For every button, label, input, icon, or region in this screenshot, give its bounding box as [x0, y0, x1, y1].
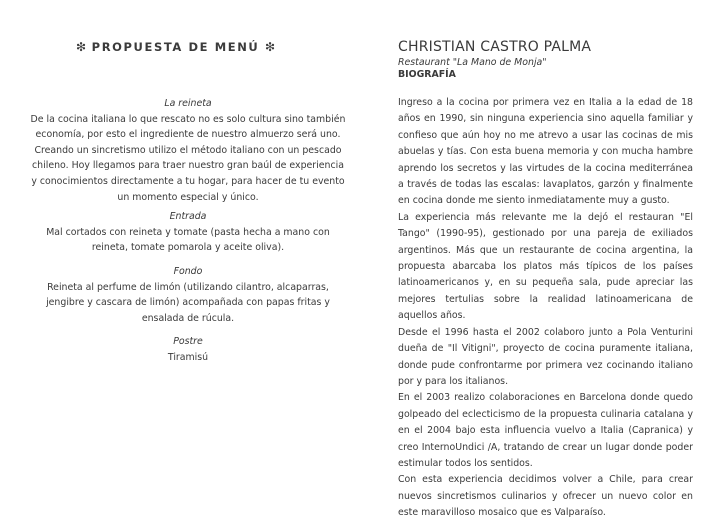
bio-paragraph: Con esta experiencia decidimos volver a Chile, para crear nuevos sincretismos culinarios y ofrecer un nuevo color en este maravilloso mosaico que es Valparaíso.: [398, 474, 693, 519]
bio-paragraph: Desde el 1996 hasta el 2002 colaboro junto a Pola Venturini dueña de "Il Vitigni", proyecto de cocina puramente italiana, donde pude confrontarme por primera vez cocinando italiano por y para los italianos.: [398, 326, 693, 387]
bio-paragraph: En el 2003 realizo colaboraciones en Barcelona donde quedo golpeado del eclecticismo de la propuesta culinaria catalana y en el 2004 bajo esta influencia vuelvo a Italia (Capranica) y creo InternoUndici /A, tratando de crear un lugar donde poder estimular todos los sentidos.: [398, 392, 693, 469]
bio-paragraph: Ingreso a la cocina por primera vez en Italia a la edad de 18 años en 1990, sin ninguna experiencia sino aquella familiar y confieso que aún hoy no me atrevo a usar las cocinas de mis abuelas y tías. Con esta buena memoria y con mucha hambre aprendo los secretos y las virtudes de la cocina mediterránea a través de todas las escalas: lavaplatos, garzón y finalmente en cocina donde me siento inmediatamente muy a gusto.: [398, 97, 693, 207]
section-heading: La reineta: [164, 98, 212, 109]
chef-name: CHRISTIAN CASTRO PALMA: [398, 39, 592, 55]
section-text: De la cocina italiana lo que rescato no es solo cultura sino también economía, por esto el ingrediente de nuestro almuerzo será uno. Creando un sincretismo utilizo el método italiano con un pescado chileno. Hoy llegamos para traer nuestro gran baúl de experiencia y conocimientos directamente a tu hogar, para hacer de tu evento un momento especial y único.: [30, 113, 346, 203]
flower-icon: ❇: [76, 40, 87, 54]
section-text: Tiramisú: [167, 351, 209, 363]
menu-section-fondo: [28, 264, 348, 326]
bio-page: [398, 0, 693, 519]
menu-page: [0, 0, 364, 497]
section-heading: Fondo: [173, 266, 203, 277]
flower-icon: ❇: [264, 40, 276, 54]
section-text: Reineta al perfume de limón (utilizando cilantro, alcaparras, jengibre y cascara de limón) acompañada con papas fritas y ensalada de rúcula.: [46, 281, 330, 324]
bio-paragraph: La experiencia más relevante me la dejó el restauran "El Tango" (1990-95), gestionado por una pareja de exiliados argentinos. Más que un restaurante de cocina argentina, la propuesta abarcaba los platos más típicos de los países latinoamericanos y, en su pequeña sala, pude apreciar las mejores tertulias sobre la realidad latinoamericana de aquellos años.: [398, 211, 693, 322]
section-heading: Postre: [173, 336, 203, 347]
menu-section-entrada: [28, 209, 348, 256]
bio-heading: BIOGRAFÍA: [398, 69, 456, 80]
bio-text: [398, 95, 693, 522]
menu-section-reineta: [28, 96, 348, 205]
menu-section-postre: [28, 334, 348, 365]
section-heading: Entrada: [169, 211, 207, 222]
section-text: Mal cortados con reineta y tomate (pasta hecha a mano con reineta, tomate pomarola y aceite oliva).: [46, 226, 330, 254]
menu-title-text: PROPUESTA DE MENÚ: [91, 40, 260, 54]
restaurant-name: Restaurant "La Mano de Monja": [398, 57, 547, 68]
menu-title: [76, 40, 276, 54]
